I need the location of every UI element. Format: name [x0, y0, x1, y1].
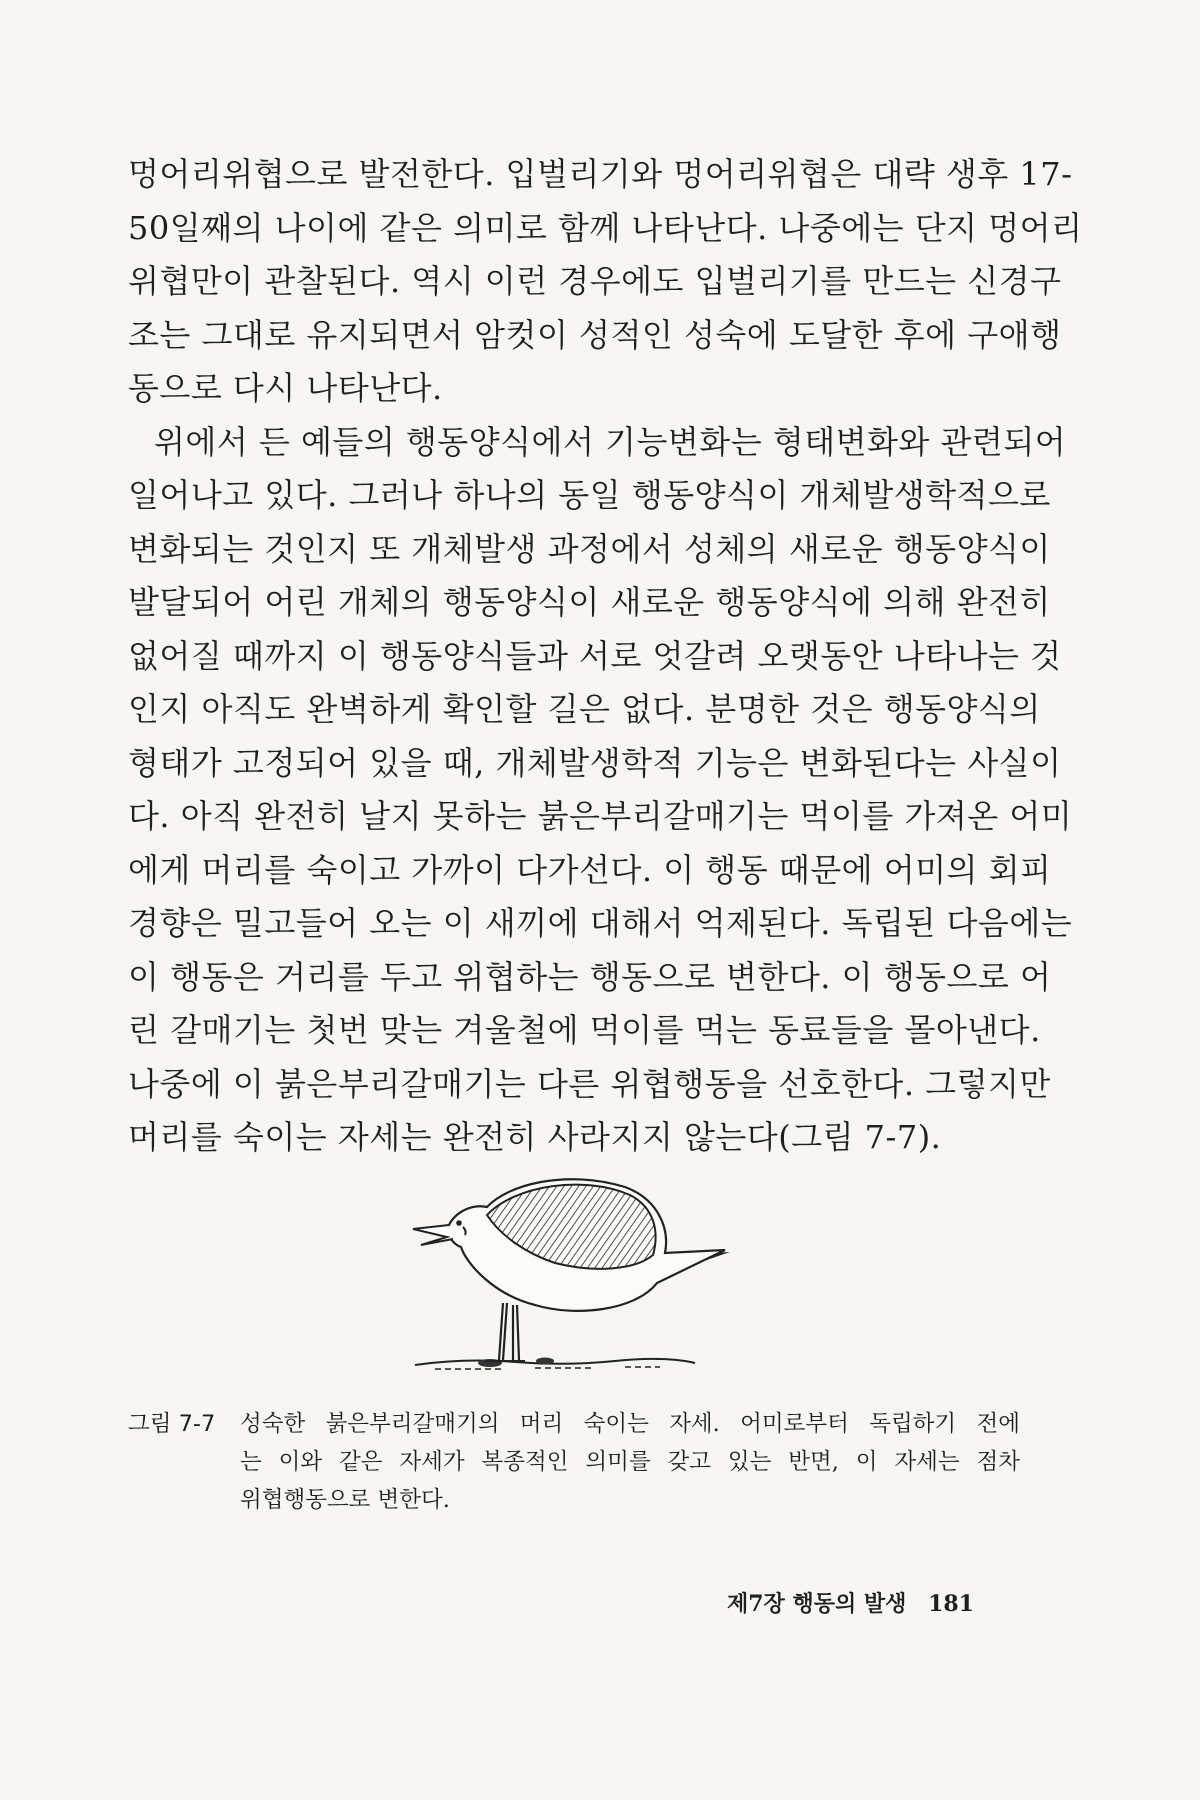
text-line: 이 행동은 거리를 두고 위협하는 행동으로 변한다. 이 행동으로 어 — [128, 957, 1052, 996]
text-line: 50일째의 나이에 같은 의미로 함께 나타난다. 나중에는 단지 멍어리 — [128, 208, 1083, 247]
text-line: 경향은 밀고들어 오는 이 새끼에 대해서 억제된다. 독립된 다음에는 — [128, 904, 1073, 942]
page-number: 181 — [928, 1591, 974, 1617]
text-line: 머리를 숙이는 자세는 완전히 사라지지 않는다(그림 7-7). — [128, 1118, 942, 1156]
text-line: 멍어리위협으로 발전한다. 입벌리기와 멍어리위협은 대략 생후 17- — [128, 155, 1073, 193]
text-line: 인지 아직도 완벽하게 확인할 길은 없다. 분명한 것은 행동양식의 — [128, 690, 1041, 728]
caption-line: 위협행동으로 변한다. — [240, 1487, 450, 1513]
caption-text — [240, 1405, 1020, 1519]
gull-illustration — [395, 1155, 755, 1380]
text-line: 나중에 이 붉은부리갈매기는 다른 위협행동을 선호한다. 그렇지만 — [128, 1064, 1051, 1103]
chapter-title: 제7장 행동의 발생 — [727, 1591, 907, 1617]
ground-line — [415, 1359, 695, 1365]
text-line: 위협만이 관찰된다. 역시 이런 경우에도 입벌리기를 만드는 신경구 — [128, 262, 1062, 300]
text-line: 형태가 고정되어 있을 때, 개체발생학적 기능은 변화된다는 사실이 — [128, 743, 1062, 782]
gull-legs — [499, 1303, 519, 1360]
text-line: 린 갈매기는 첫번 맞는 겨울철에 먹이를 먹는 동료들을 몰아낸다. — [128, 1011, 1041, 1049]
paragraph-first-line: 위에서 든 예들의 행동양식에서 기능변화는 형태변화와 관련되어 — [154, 422, 1067, 461]
text-line: 조는 그대로 유지되면서 암컷이 성적인 성숙에 도달한 후에 구애행 — [128, 315, 1062, 354]
text-line: 에게 머리를 숙이고 가까이 다가선다. 이 행동 때문에 어미의 회피 — [128, 850, 1052, 889]
caption-label: 그림 7-7 — [128, 1411, 216, 1437]
text-line: 발달되어 어린 개체의 행동양식이 새로운 행동양식에 의해 완전히 — [128, 583, 1051, 621]
text-line: 변화되는 것인지 또 개체발생 과정에서 성체의 새로운 행동양식이 — [128, 529, 1051, 568]
text-line: 다. 아직 완전히 날지 못하는 붉은부리갈매기는 먹이를 가져온 어미 — [128, 797, 1073, 835]
body-text — [128, 148, 1083, 1165]
gull-beak — [413, 1225, 453, 1245]
caption-line: 는 이와 같은 자세가 복종적인 의미를 갖고 있는 반면, 이 자세는 점차 — [240, 1449, 1020, 1475]
text-line: 동으로 다시 나타난다. — [128, 369, 443, 407]
caption-line: 성숙한 붉은부리갈매기의 머리 숙이는 자세. 어미로부터 독립하기 전에 — [240, 1411, 1020, 1437]
text-line: 일어나고 있다. 그러나 하나의 동일 행동양식이 개체발생학적으로 — [128, 476, 1051, 514]
gull-figure — [395, 1155, 755, 1380]
page-footer — [727, 1587, 974, 1618]
text-line: 없어질 때까지 이 행동양식들과 서로 엇갈려 오랫동안 나타나는 것 — [128, 636, 1062, 675]
